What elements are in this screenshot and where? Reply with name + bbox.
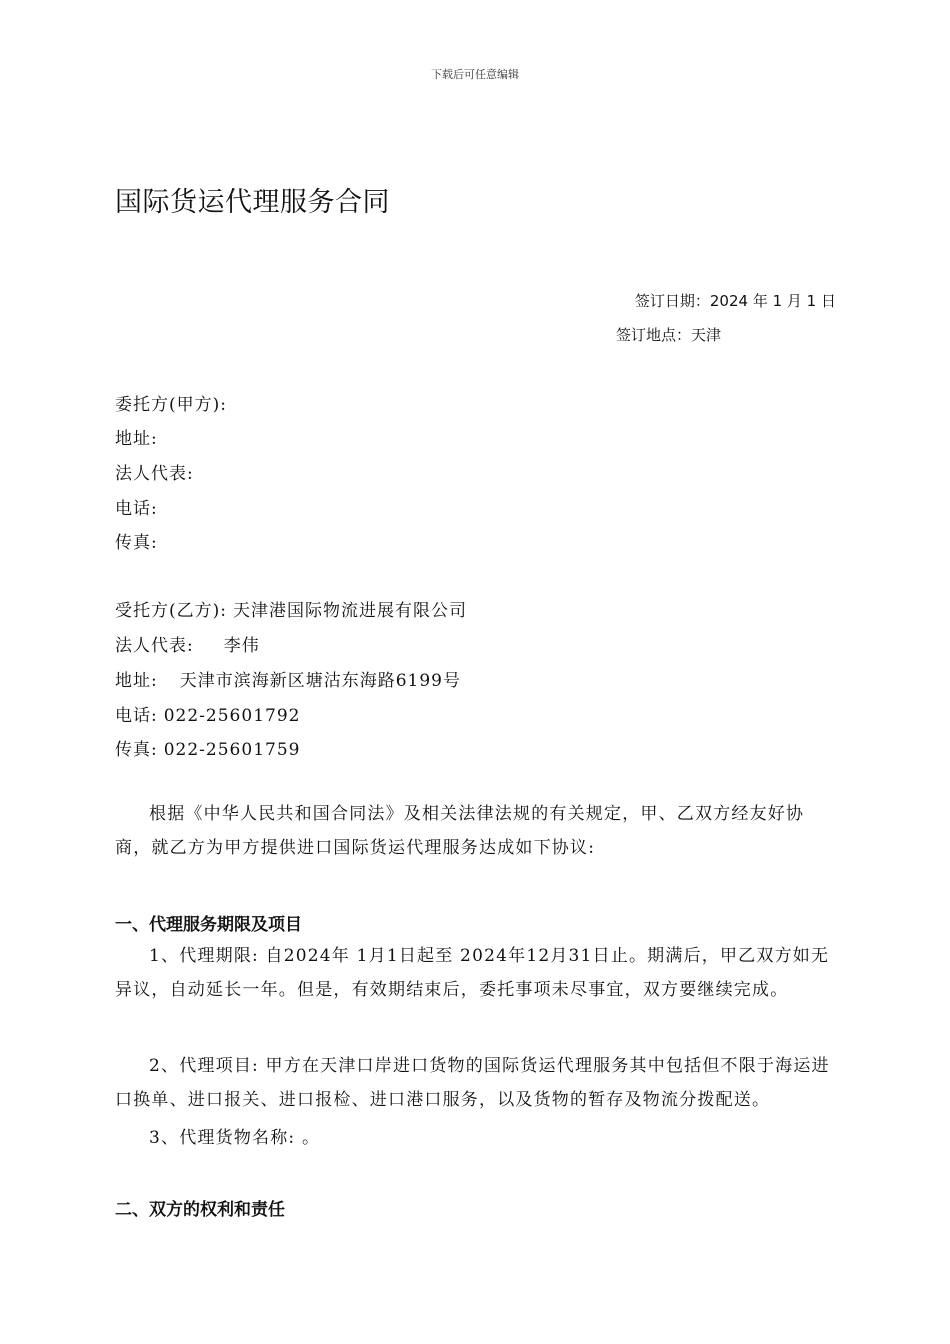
sign-place: 签订地点：天津: [616, 326, 722, 344]
party-b-phone-value: 022-25601792: [163, 706, 301, 726]
party-b-label: 受托方(乙方):: [115, 601, 227, 621]
party-b-phone-label: 电话:: [115, 706, 158, 726]
page-title: 国际货运代理服务合同: [115, 187, 390, 218]
party-b-rep-value: 李伟: [223, 636, 260, 656]
party-b-fax-row: [115, 735, 300, 760]
party-b-rep-row: [115, 631, 260, 656]
party-b-address-row: [115, 666, 461, 691]
header-note: 下载后可任意编辑: [431, 68, 519, 81]
party-a-address-label: 地址:: [115, 429, 158, 449]
party-b-name: 天津港国际物流进展有限公司: [233, 601, 467, 621]
section-1-item-2: 2、代理项目: 甲方在天津口岸进口货物的国际货运代理服务其中包括但不限于海运进口换单、进口报关、进口报检、进口港口服务，以及货物的暂存及物流分拨配送。: [115, 1056, 830, 1110]
party-b-fax-label: 传真:: [115, 740, 158, 760]
party-b-address-value: 天津市滨海新区塘沽东海路6199号: [179, 671, 461, 691]
party-b-address-label: 地址:: [115, 671, 158, 691]
party-a-rep-label: 法人代表:: [115, 464, 194, 484]
section-2-heading: 二、双方的权利和责任: [115, 1200, 285, 1220]
party-a-label: 委托方(甲方):: [115, 395, 227, 415]
party-b-row: [115, 596, 467, 621]
sign-date: 签订日期：2024 年 1 月 1 日: [634, 292, 836, 310]
party-a-phone-label: 电话:: [115, 499, 158, 519]
party-b-phone-row: [115, 701, 300, 726]
section-1-item-3: 3、代理货物名称: 。: [149, 1128, 321, 1148]
section-1-heading: 一、代理服务期限及项目: [115, 915, 302, 935]
party-b-fax-value: 022-25601759: [163, 740, 301, 760]
intro-paragraph: 根据《中华人民共和国合同法》及相关法律法规的有关规定，甲、乙双方经友好协商，就乙方为甲方提供进口国际货运代理服务达成如下协议:: [115, 804, 805, 858]
section-1-item-1: 1、代理期限: 自2024年 1月1日起至 2024年12月31日止。期满后，甲乙双方如无异议，自动延长一年。但是，有效期结束后，委托事项未尽事宜，双方要继续完成。: [115, 946, 830, 1000]
party-b-rep-label: 法人代表:: [115, 636, 194, 656]
party-a-fax-label: 传真:: [115, 533, 158, 553]
